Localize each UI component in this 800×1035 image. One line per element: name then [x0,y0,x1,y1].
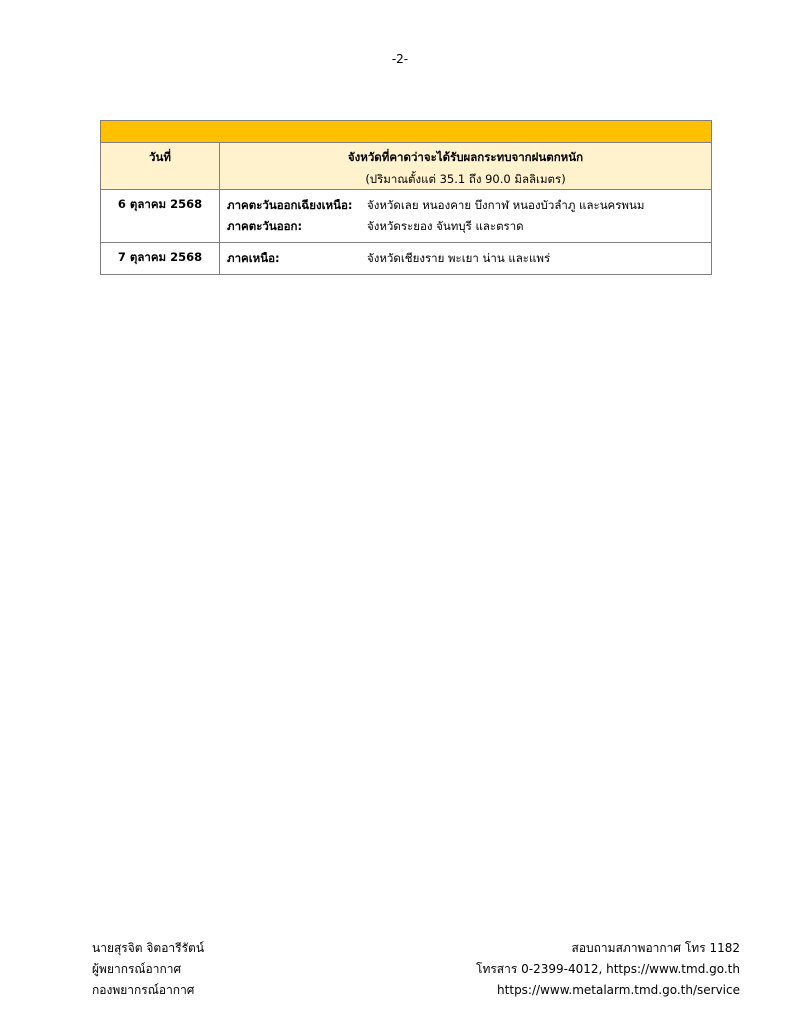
page-number: -2- [391,52,409,66]
region-line [227,248,705,269]
forecaster-signature-block [92,938,204,1001]
header-title: จังหวัดที่คาดว่าจะได้รับผลกระทบจากฝนตกหนัก [347,150,584,164]
date-cell: 7 ตุลาคม 2568 [101,243,220,275]
header-subtitle: (ปริมาณตั้งแต่ 35.1 ถึง 90.0 มิลลิเมตร) [365,172,566,186]
table-row [101,190,712,243]
regions-cell [220,243,712,275]
forecaster-title: ผู้พยากรณ์อากาศ [92,962,182,976]
date-column-header: วันที่ [101,143,220,190]
province-list: จังหวัดเลย หนองคาย บึงกาฬ หนองบัวลำภู และนครพนม [367,198,645,212]
date-cell: 6 ตุลาคม 2568 [101,190,220,243]
region-line [227,195,705,216]
table-banner [101,121,712,143]
table-header-row [101,143,712,190]
forecaster-name: นายสุรจิต จิตอารีรัตน์ [92,941,205,955]
region-name: ภาคตะวันออกเฉียงเหนือ: [227,198,353,212]
rainfall-forecast-table [100,120,712,275]
province-list: จังหวัดเชียงราย พะเยา น่าน และแพร่ [367,251,551,265]
region-name: ภาคตะวันออก: [227,219,303,233]
affected-provinces-header [220,143,712,190]
fax-and-website: โทรสาร 0-2399-4012, https://www.tmd.go.th [476,962,740,976]
metalarm-link: https://www.metalarm.tmd.go.th/service [497,983,740,997]
table-row [101,243,712,275]
forecaster-division: กองพยากรณ์อากาศ [92,983,195,997]
contact-info-block [476,938,740,1001]
table-banner-row [101,121,712,143]
province-list: จังหวัดระยอง จันทบุรี และตราด [367,219,524,233]
regions-cell [220,190,712,243]
region-line [227,216,705,237]
weather-hotline: สอบถามสภาพอากาศ โทร 1182 [571,941,740,955]
region-name: ภาคเหนือ: [227,251,280,265]
